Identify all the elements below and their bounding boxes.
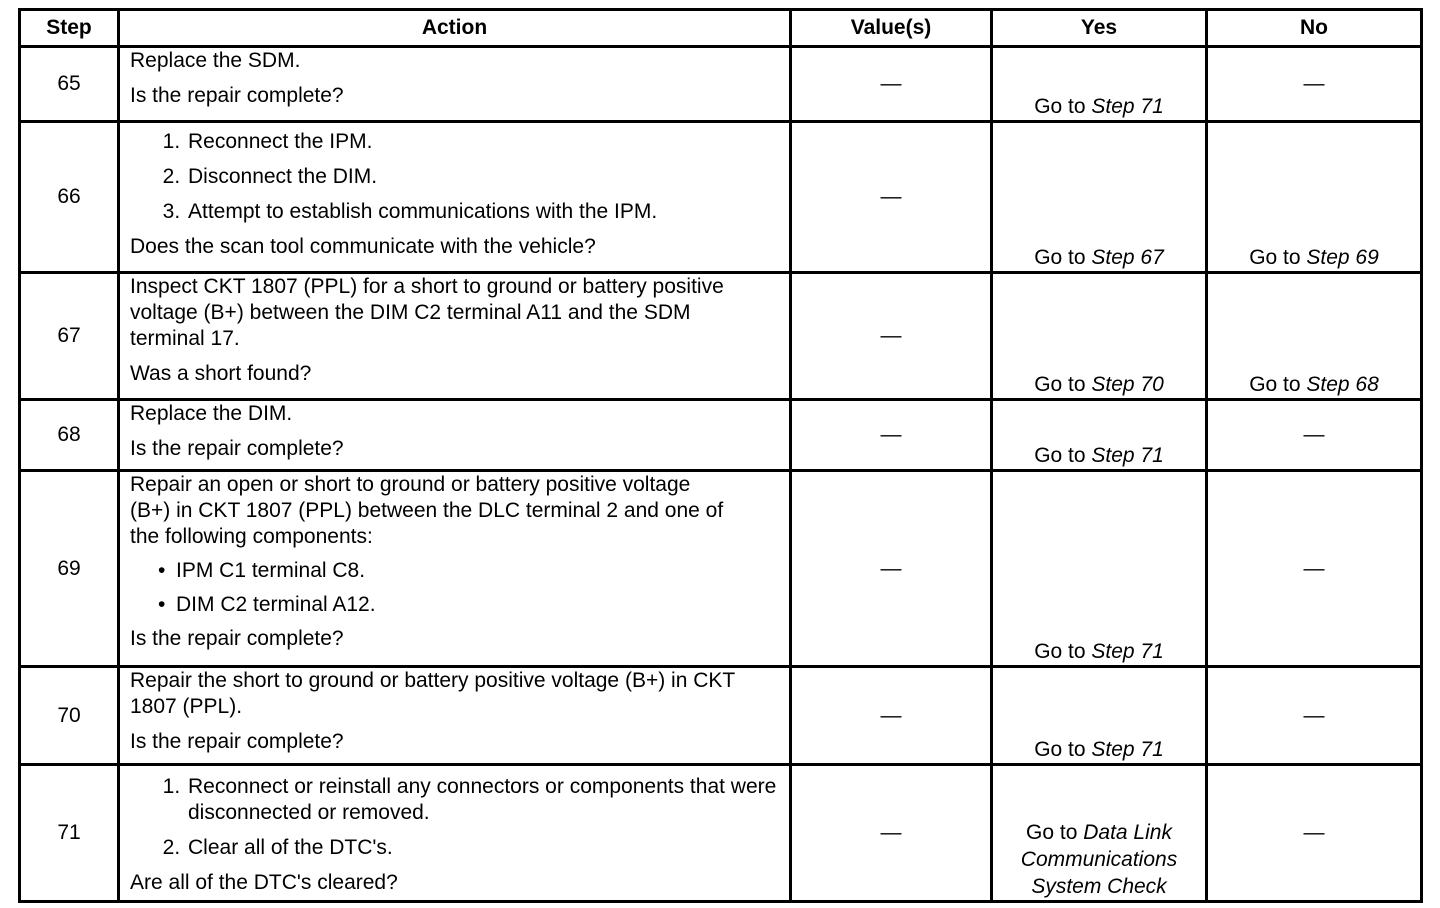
yes-prefix: Go to xyxy=(1034,640,1092,663)
action-question: Was a short found? xyxy=(130,362,312,385)
yes-link[interactable]: Step 71 xyxy=(1091,444,1164,467)
no-cell: — xyxy=(1207,471,1422,667)
yes-cell xyxy=(992,667,1207,765)
action-text: Repair the short to ground or battery positive voltage (B+) in CKT 1807 (PPL). xyxy=(130,669,735,718)
yes-cell xyxy=(992,400,1207,471)
no-cell: — xyxy=(1207,667,1422,765)
yes-cell xyxy=(992,765,1207,902)
step-number: 71 xyxy=(20,765,119,902)
no-cell: — xyxy=(1207,47,1422,122)
yes-cell xyxy=(992,471,1207,667)
action-text: Replace the SDM. xyxy=(130,49,301,72)
component-list xyxy=(130,558,779,618)
no-cell xyxy=(1207,122,1422,273)
action-text: Repair an open or short to ground or battery positive voltage (B+) in CKT 1807 (PPL) between the DLC terminal 2 and one of the following components: xyxy=(130,473,724,548)
action-text: Inspect CKT 1807 (PPL) for a short to ground or battery positive voltage (B+) between the DIM C2 terminal A11 and the SDM terminal 17. xyxy=(130,275,724,350)
header-row xyxy=(20,10,1422,47)
list-item: 2. Clear all of the DTC's. xyxy=(186,835,779,861)
list-item: 2. Disconnect the DIM. xyxy=(186,164,779,190)
yes-prefix: Go to xyxy=(1034,373,1092,396)
step-number: 65 xyxy=(20,47,119,122)
value-cell: — xyxy=(791,122,992,273)
step-number: 66 xyxy=(20,122,119,273)
diagnostic-table xyxy=(18,8,1423,903)
action-cell xyxy=(119,471,791,667)
no-prefix: Go to xyxy=(1249,246,1307,269)
table-row xyxy=(20,400,1422,471)
yes-prefix: Go to xyxy=(1034,95,1092,118)
action-cell xyxy=(119,273,791,400)
value-cell: — xyxy=(791,400,992,471)
action-question: Are all of the DTC's cleared? xyxy=(130,871,398,894)
list-item: 3. Attempt to establish communications with the IPM. xyxy=(186,199,779,225)
no-cell: — xyxy=(1207,400,1422,471)
header-yes: Yes xyxy=(992,10,1207,47)
yes-link[interactable]: Data Link Communications System Check xyxy=(1020,821,1178,898)
yes-link[interactable]: Step 71 xyxy=(1091,640,1164,663)
no-link[interactable]: Step 68 xyxy=(1306,373,1379,396)
action-cell xyxy=(119,765,791,902)
value-cell: — xyxy=(791,471,992,667)
action-cell xyxy=(119,667,791,765)
table-row xyxy=(20,47,1422,122)
yes-link[interactable]: Step 71 xyxy=(1091,738,1164,761)
yes-cell xyxy=(992,122,1207,273)
yes-prefix: Go to xyxy=(1034,444,1092,467)
table-row xyxy=(20,122,1422,273)
yes-prefix: Go to xyxy=(1034,738,1092,761)
step-number: 67 xyxy=(20,273,119,400)
header-step: Step xyxy=(20,10,119,47)
step-number: 70 xyxy=(20,667,119,765)
table-row xyxy=(20,765,1422,902)
action-text: Replace the DIM. xyxy=(130,402,293,425)
list-item: 1. Reconnect or reinstall any connectors or components that were disconnected or removed. xyxy=(186,774,779,826)
yes-cell xyxy=(992,47,1207,122)
yes-link[interactable]: Step 70 xyxy=(1091,373,1164,396)
action-question: Does the scan tool communicate with the vehicle? xyxy=(130,235,596,258)
table-row xyxy=(20,273,1422,400)
yes-cell xyxy=(992,273,1207,400)
action-question: Is the repair complete? xyxy=(130,437,344,460)
no-cell xyxy=(1207,273,1422,400)
list-item: 1. Reconnect the IPM. xyxy=(186,129,779,155)
table-row xyxy=(20,667,1422,765)
action-question: Is the repair complete? xyxy=(130,627,344,650)
yes-prefix: Go to xyxy=(1034,246,1092,269)
step-number: 69 xyxy=(20,471,119,667)
value-cell: — xyxy=(791,765,992,902)
table-row xyxy=(20,471,1422,667)
list-item: • IPM C1 terminal C8. xyxy=(176,558,779,584)
action-question: Is the repair complete? xyxy=(130,84,344,107)
header-values: Value(s) xyxy=(791,10,992,47)
yes-link[interactable]: Step 71 xyxy=(1091,95,1164,118)
no-link[interactable]: Step 69 xyxy=(1306,246,1379,269)
value-cell: — xyxy=(791,273,992,400)
list-item: • DIM C2 terminal A12. xyxy=(176,592,779,618)
yes-prefix: Go to xyxy=(1026,821,1084,844)
action-question: Is the repair complete? xyxy=(130,730,344,753)
header-no: No xyxy=(1207,10,1422,47)
step-number: 68 xyxy=(20,400,119,471)
value-cell: — xyxy=(791,47,992,122)
no-cell: — xyxy=(1207,765,1422,902)
action-cell xyxy=(119,400,791,471)
action-list xyxy=(130,774,779,861)
action-list xyxy=(130,129,779,225)
no-prefix: Go to xyxy=(1249,373,1307,396)
value-cell: — xyxy=(791,667,992,765)
header-action: Action xyxy=(119,10,791,47)
action-cell xyxy=(119,47,791,122)
yes-link[interactable]: Step 67 xyxy=(1091,246,1164,269)
action-cell xyxy=(119,122,791,273)
